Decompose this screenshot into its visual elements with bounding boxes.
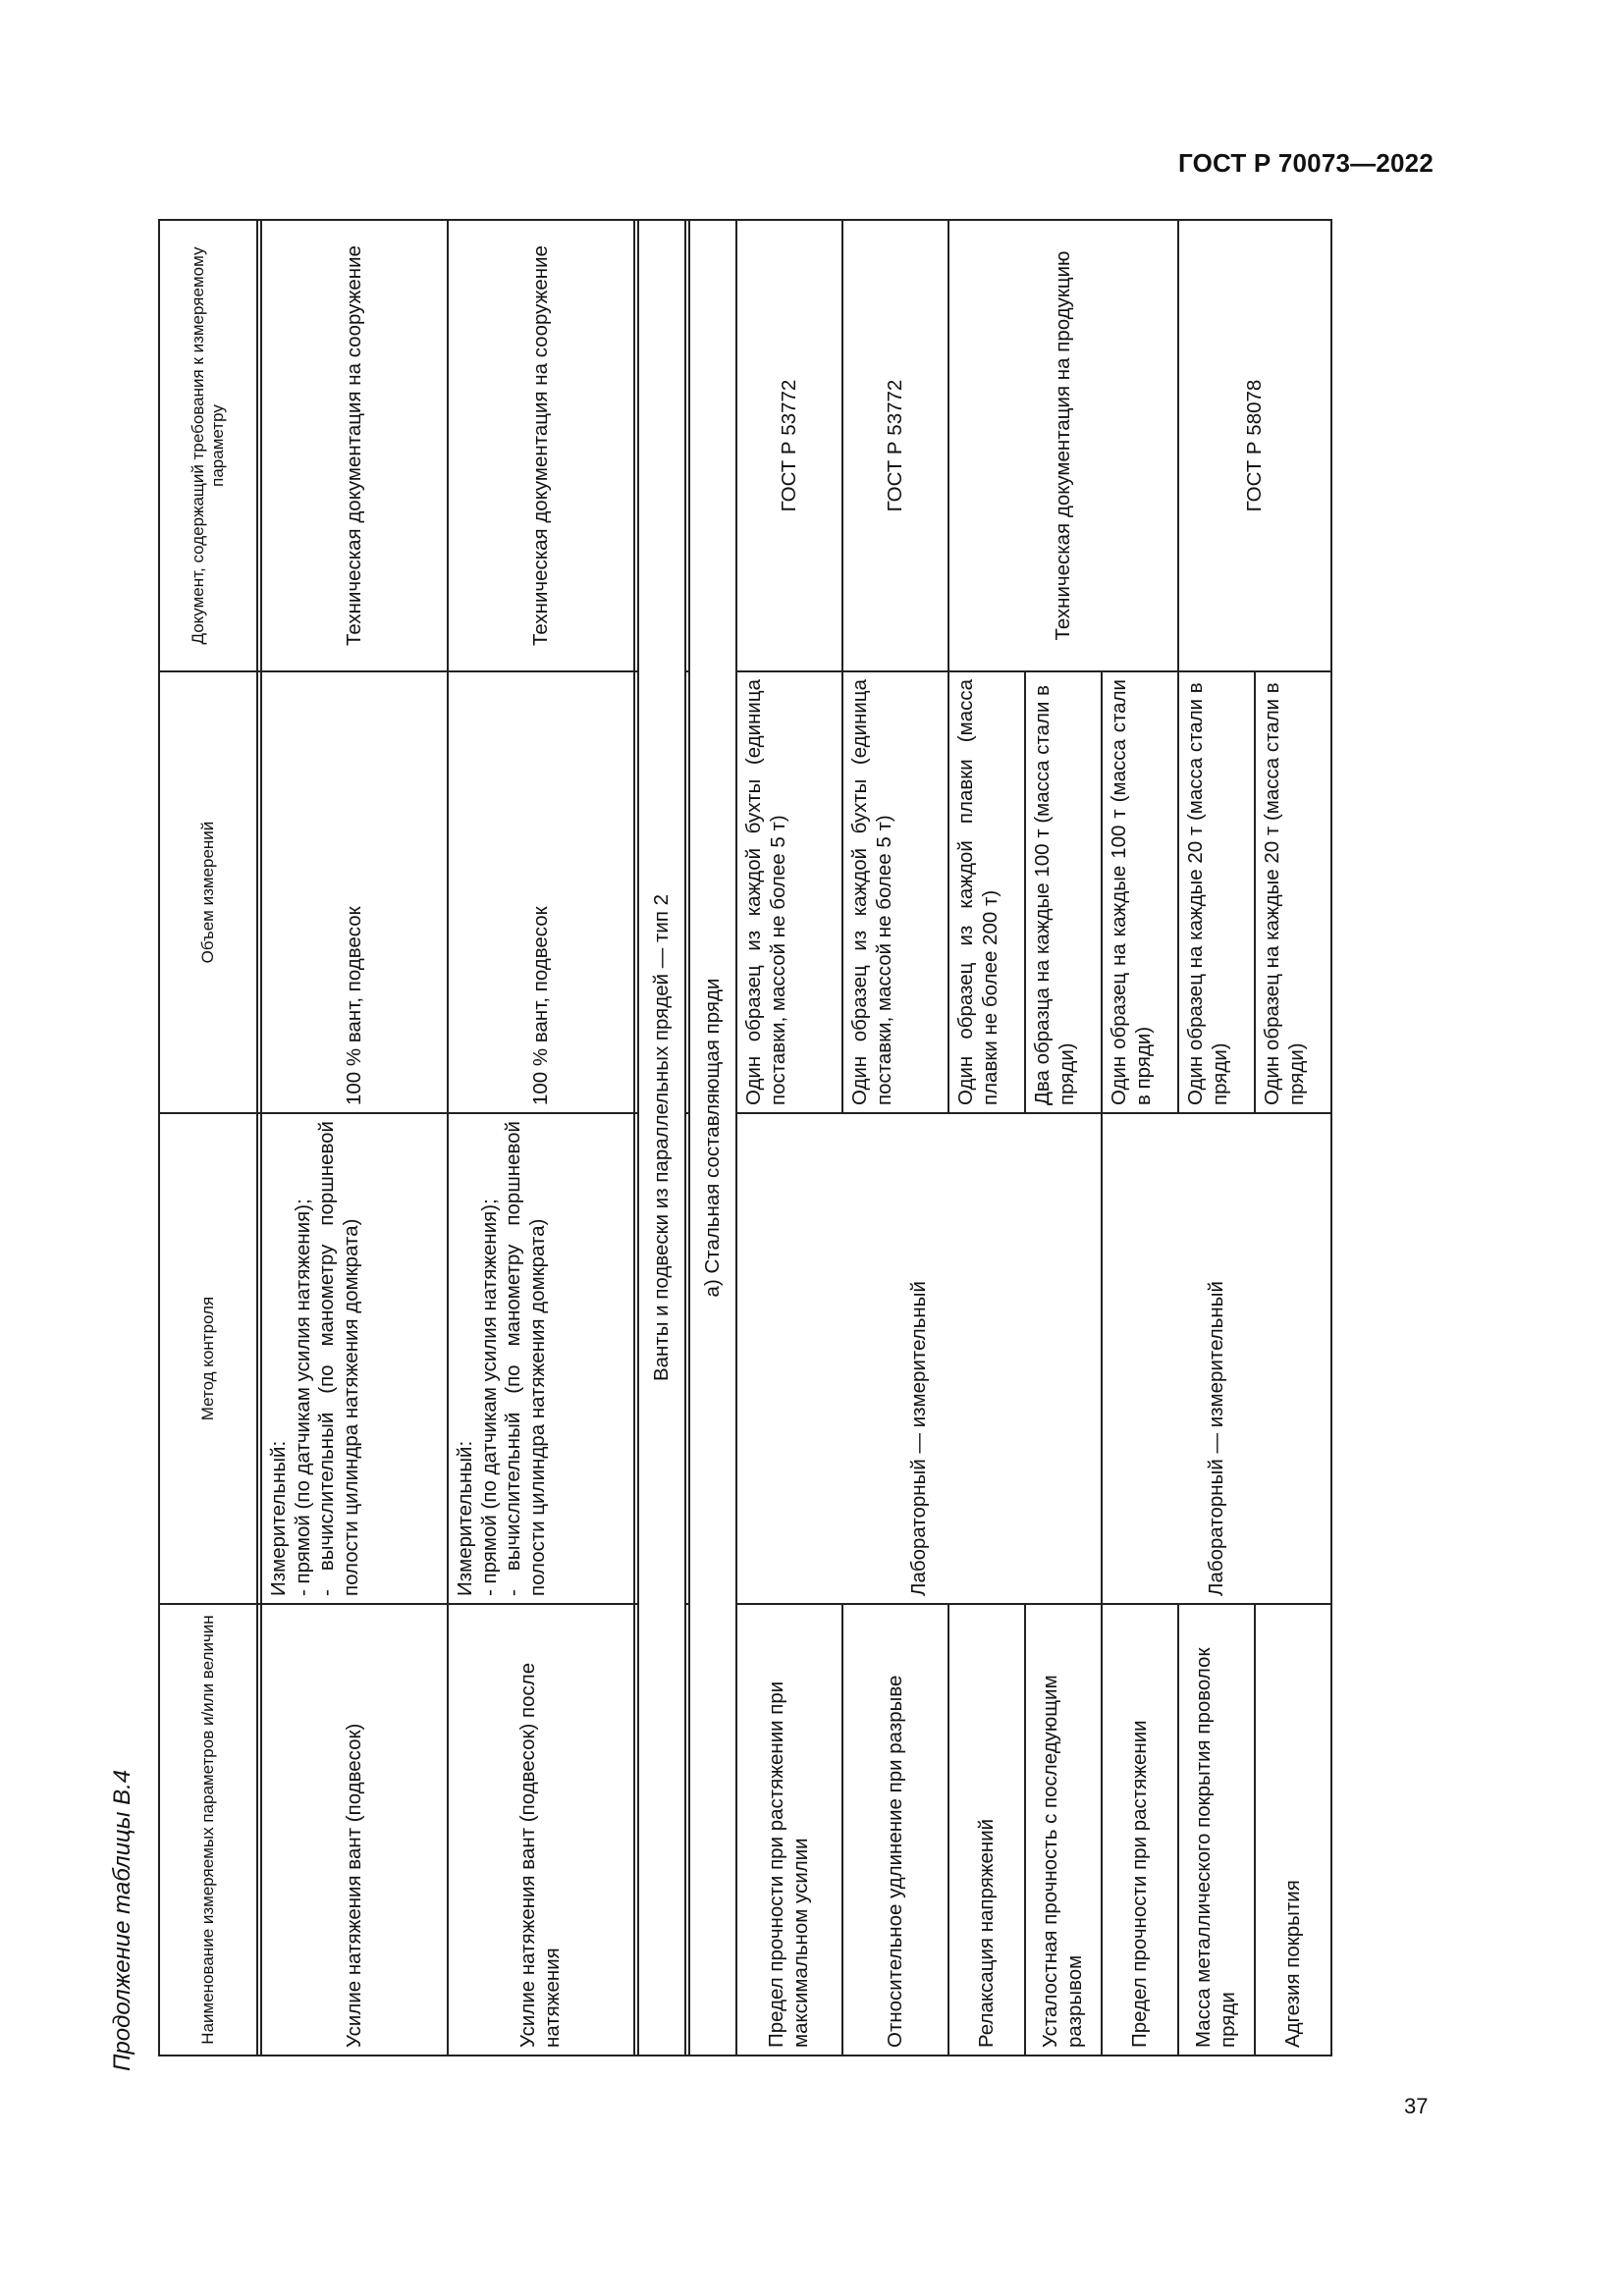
cell-requirement-document: Техническая документация на продукцию xyxy=(948,220,1178,671)
cell-measurement-volume: 100 % вант, подвесок xyxy=(448,671,634,1113)
cell-requirement-document: Техническая документация на сооружение xyxy=(261,220,448,671)
header-parameter-name: Наименование измеряемых параметров и/или величин xyxy=(159,1604,257,2056)
page-number: 37 xyxy=(1404,2094,1429,2118)
table-header-row xyxy=(159,220,257,2056)
cell-measurement-volume: Два образца на каждые 100 т (масса стали в пряди) xyxy=(1025,671,1102,1113)
cell-control-method-lab: Лабораторный — измерительный xyxy=(1102,1113,1331,1604)
header-requirement-document: Документ, содержащий требования к измеряемому параметру xyxy=(159,220,257,671)
subsection-title: а) Стальная составляющая пряди xyxy=(689,220,736,2056)
cell-parameter-name: Масса металлического покрытия проволок пряди xyxy=(1178,1604,1255,2056)
measurement-table xyxy=(158,219,1332,2056)
table-row xyxy=(736,220,842,2056)
cell-parameter-name: Предел прочности при растяжении xyxy=(1102,1604,1178,2056)
cell-control-method: Измерительный: - прямой (по датчикам усилия натяжения); - вычислительный (по манометру поршневой полости цилиндра натяжения домкрата) xyxy=(448,1113,634,1604)
cell-measurement-volume: Один образец на каждые 100 т (масса стали в пряди) xyxy=(1102,671,1178,1113)
cell-parameter-name: Релаксация напряжений xyxy=(948,1604,1025,2056)
cell-measurement-volume: Один образец на каждые 20 т (масса стали в пряди) xyxy=(1178,671,1255,1113)
cell-parameter-name: Усилие натяжения вант (подвесок) xyxy=(261,1604,448,2056)
cell-parameter-name: Предел прочности при растяжении при максимальном усилии xyxy=(736,1604,842,2056)
cell-measurement-volume: 100 % вант, подвесок xyxy=(261,671,448,1113)
cell-measurement-volume: Один образец из каждой бухты (единица поставки, массой не более 5 т) xyxy=(736,671,842,1113)
table-row xyxy=(261,220,448,2056)
subsection-row xyxy=(689,220,736,2056)
cell-measurement-volume: Один образец из каждой бухты (единица поставки, массой не более 5 т) xyxy=(842,671,948,1113)
cell-requirement-document: ГОСТ Р 53772 xyxy=(842,220,948,671)
table-row xyxy=(448,220,634,2056)
cell-parameter-name: Относительное удлинение при разрыве xyxy=(842,1604,948,2056)
cell-measurement-volume: Один образец из каждой плавки (масса плавки не более 200 т) xyxy=(948,671,1025,1113)
header-measurement-volume: Объем измерений xyxy=(159,671,257,1113)
section-title: Ванты и подвески из параллельных прядей — тип 2 xyxy=(638,220,685,2056)
cell-parameter-name: Усталостная прочность с последующим разрывом xyxy=(1025,1604,1102,2056)
cell-parameter-name: Адгезия покрытия xyxy=(1255,1604,1331,2056)
cell-requirement-document: ГОСТ Р 53772 xyxy=(736,220,842,671)
cell-parameter-name: Усилие натяжения вант (подвесок) после натяжения xyxy=(448,1604,634,2056)
cell-control-method: Измерительный: - прямой (по датчикам усилия натяжения); - вычислительный (по манометру поршневой полости цилиндра натяжения домкрата) xyxy=(261,1113,448,1604)
rotated-content xyxy=(109,236,1331,2071)
table-caption: Продолжение таблицы В.4 xyxy=(109,1769,135,2071)
header-control-method: Метод контроля xyxy=(159,1113,257,1604)
section-row xyxy=(638,220,685,2056)
cell-measurement-volume: Один образец на каждые 20 т (масса стали в пряди) xyxy=(1255,671,1331,1113)
cell-requirement-document: Техническая документация на сооружение xyxy=(448,220,634,671)
cell-requirement-document: ГОСТ Р 58078 xyxy=(1178,220,1331,671)
document-code: ГОСТ Р 70073—2022 xyxy=(1178,148,1434,178)
cell-control-method-lab: Лабораторный — измерительный xyxy=(736,1113,1102,1604)
